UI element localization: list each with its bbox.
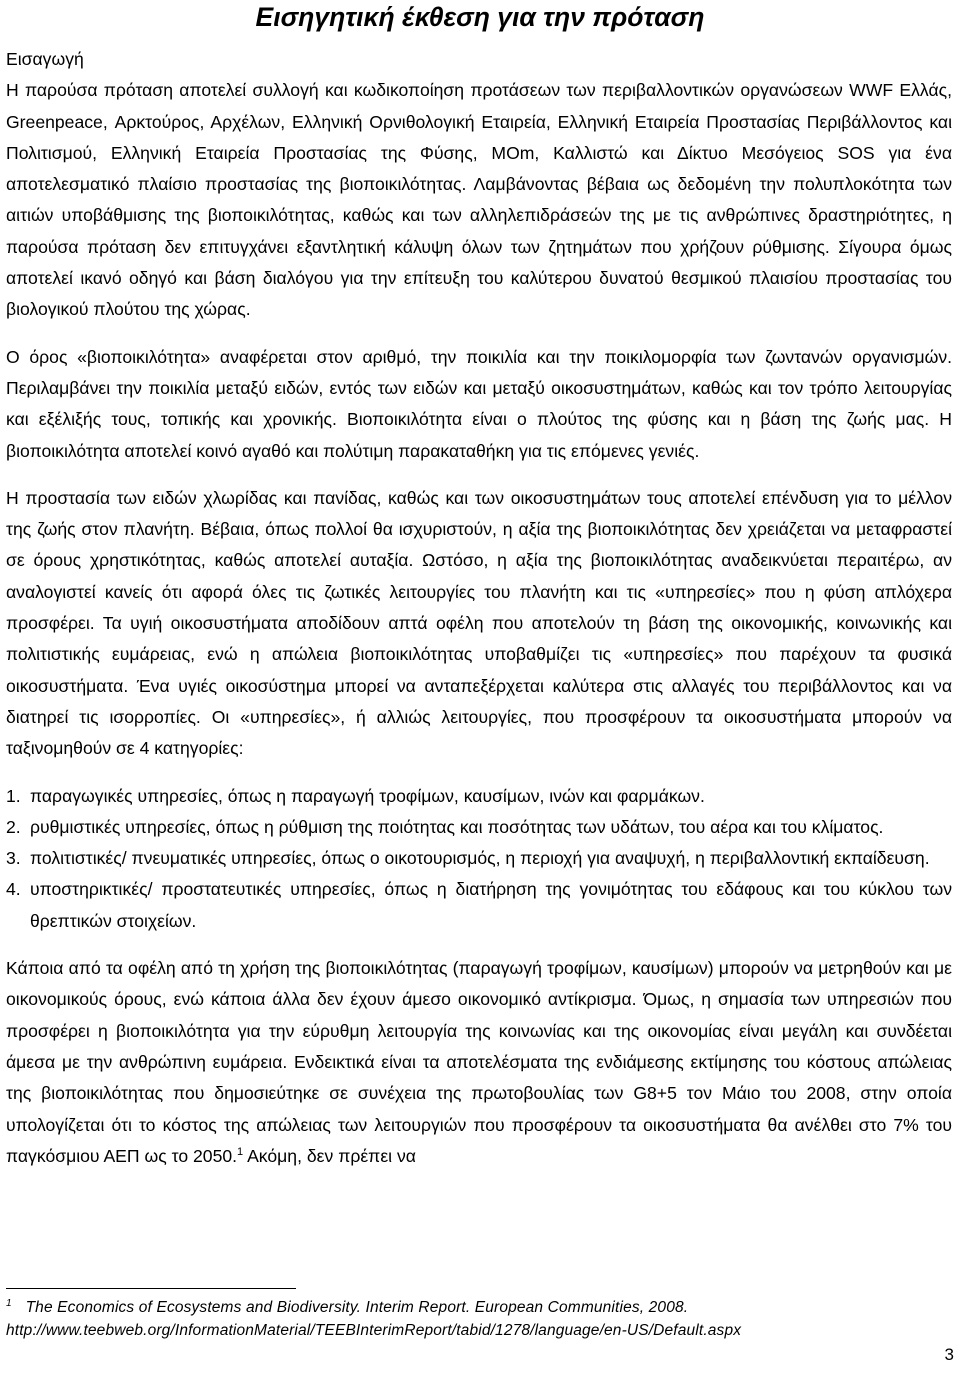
section-heading: Εισαγωγή <box>6 49 84 69</box>
paragraph-economic-value-text: Κάποια από τα οφέλη από τη χρήση της βιοποικιλότητας (παραγωγή τροφίμων, καυσίμων) μπορούν να μετρηθούν και με οικονομικούς όρους, ενώ κάποια άλλα δεν έχουν άμεσο οικονομικό αντίκρισμα. Όμως, η σημασία των υπηρεσιών που προσφέρει η βιοποικιλότητα για την εύρυθμη λειτουργία της κοινωνίας και της οικονομίας είναι μεγάλη και συνδέεται άμεσα με την ανθρώπινη ευμάρεια. Ενδεικτικά είναι τα αποτελέσματα της ενδιάμεσης εκτίμησης του κόστους απώλειας της βιοποικιλότητας που δημοσιεύτηκε σε συνέχεια της πρωτοβουλίας των G8+5 τον Μάιο του 2008, στην οποία υπολογίζεται ότι το κόστος της απώλειας των λειτουργιών που προσφέρουν τα οικοσυστήματα θα ανέλθει στο 7% του παγκόσμιου ΑΕΠ ως το 2050. <box>6 958 952 1166</box>
footnote-marker: 1 <box>6 1297 12 1309</box>
footnote-reference[interactable]: 1 <box>237 1145 244 1158</box>
paragraph-introduction: Η παρούσα πρόταση αποτελεί συλλογή και κωδικοποίηση προτάσεων των περιβαλλοντικών οργανώσεων WWF Ελλάς, Greenpeace, Αρκτούρος, Αρχέλων, Ελληνική Ορνιθολογική Εταιρεία, Ελληνική Εταιρεία Προστασίας Περιβάλλοντος και Πολιτισμού, Ελληνική Εταιρεία Προστασίας της Φύσης, MOm, Καλλιστώ και Δίκτυο Μεσόγειος SOS για ένα αποτελεσματικό πλαίσιο προστασίας της βιοποικιλότητας. Λαμβάνοντας βέβαια ως δεδομένη την πολυπλοκότητα των αιτιών υποβάθμισης της βιοποικιλότητας, καθώς και των αλληλεπιδράσεών της με τις ανθρώπινες δραστηριότητες, η παρούσα πρόταση δεν επιτυγχάνει εξαντλητική κάλυψη όλων των ζητημάτων που χρήζουν ρύθμισης. Σίγουρα όμως αποτελεί ικανό οδηγό και βάση διαλόγου για την επίτευξη του καλύτερου δυνατού θεσμικού πλαισίου προστασίας του βιολογικού πλούτου της χώρας. <box>6 80 952 320</box>
list-item <box>6 781 952 812</box>
list-item-number: 1. <box>6 785 21 806</box>
page-number: 3 <box>944 1345 954 1364</box>
list-item-text: παραγωγικές υπηρεσίες, όπως η παραγωγή τροφίμων, καυσίμων, ινών και φαρμάκων. <box>30 785 705 806</box>
footnote <box>6 1296 952 1342</box>
footnote-text: The Economics of Ecosystems and Biodiversity. Interim Report. European Communities, 2008. http://www.teebweb.org/InformationMaterial/TEEBInterimReport/tabid/1278/language/en-US/Default.aspx <box>6 1299 742 1339</box>
document-body <box>6 44 952 1188</box>
list-item-text: ρυθμιστικές υπηρεσίες, όπως η ρύθμιση της ποιότητας και ποσότητας των υδάτων, του αέρα και του κλίματος. <box>30 816 884 837</box>
list-item-number: 4. <box>6 879 21 900</box>
list-item-number: 3. <box>6 848 21 869</box>
list-item <box>6 843 952 874</box>
paragraph-economic-value-tail: Ακόμη, δεν πρέπει να <box>243 1145 416 1166</box>
paragraph-biodiversity-definition: Ο όρος «βιοποικιλότητα» αναφέρεται στον αριθμό, την ποικιλία και την ποικιλομορφία των ζωντανών οργανισμών. Περιλαμβάνει την ποικιλία μεταξύ ειδών, εντός των ειδών και μεταξύ οικοσυστημάτων, καθώς και τον τρόπο λειτουργίας και εξέλιξής τους, τοπικής και χρονικής. Βιοποικιλότητα είναι ο πλούτος της φύσης και η βάση της ζωής μας. Η βιοποικιλότητα αποτελεί κοινό αγαθό και πολύτιμη παρακαταθήκη για τις επόμενες γενιές. <box>6 346 952 461</box>
list-item-number: 2. <box>6 816 21 837</box>
document-title: Εισηγητική έκθεση για την πρόταση <box>255 2 705 32</box>
list-item <box>6 812 952 843</box>
services-list <box>6 781 952 937</box>
list-item <box>6 874 952 937</box>
list-item-text: πολιτιστικές/ πνευματικές υπηρεσίες, όπως ο οικοτουρισμός, η περιοχή για αναψυχή, η περιβαλλοντική εκπαίδευση. <box>30 848 930 869</box>
paragraph-ecosystem-services: Η προστασία των ειδών χλωρίδας και πανίδας, καθώς και των οικοσυστημάτων τους αποτελεί επένδυση για το μέλλον της ζωής στον πλανήτη. Βέβαια, όπως πολλοί θα ισχυριστούν, η αξία της βιοποικιλότητας δεν χρειάζεται να μεταφραστεί σε όρους χρηστικότητας, καθώς αποτελεί αυταξία. Ωστόσο, η αξία της βιοποικιλότητας αναδεικνύεται περαιτέρω, αν αναλογιστεί κανείς ότι αφορά όλες τις ζωτικές λειτουργίες του πλανήτη και τις «υπηρεσίες» που η φύση απλόχερα προσφέρει. Τα υγιή οικοσυστήματα αποδίδουν απτά οφέλη που αποτελούν τη βάση της οικονομικής, κοινωνικής και πολιτιστικής ευμάρειας, ενώ η απώλεια βιοποικιλότητας υποβαθμίζει τις «υπηρεσίες» που παρέχουν τα φυσικά οικοσυστήματα. Ένα υγιές οικοσύστημα μπορεί να ανταπεξέρχεται καλύτερα στις αλλαγές του περιβάλλοντος και να διατηρεί τις ισορροπίες. Οι «υπηρεσίες», ή αλλιώς λειτουργίες, που προσφέρουν τα οικοσυστήματα μπορούν να ταξινομηθούν σε 4 κατηγορίες: <box>6 487 952 759</box>
footnote-separator <box>6 1288 296 1289</box>
paragraph-economic-value <box>6 953 952 1172</box>
list-item-text: υποστηρικτικές/ προστατευτικές υπηρεσίες, όπως η διατήρηση της γονιμότητας του εδάφους και του κύκλου των θρεπτικών στοιχείων. <box>30 879 952 931</box>
